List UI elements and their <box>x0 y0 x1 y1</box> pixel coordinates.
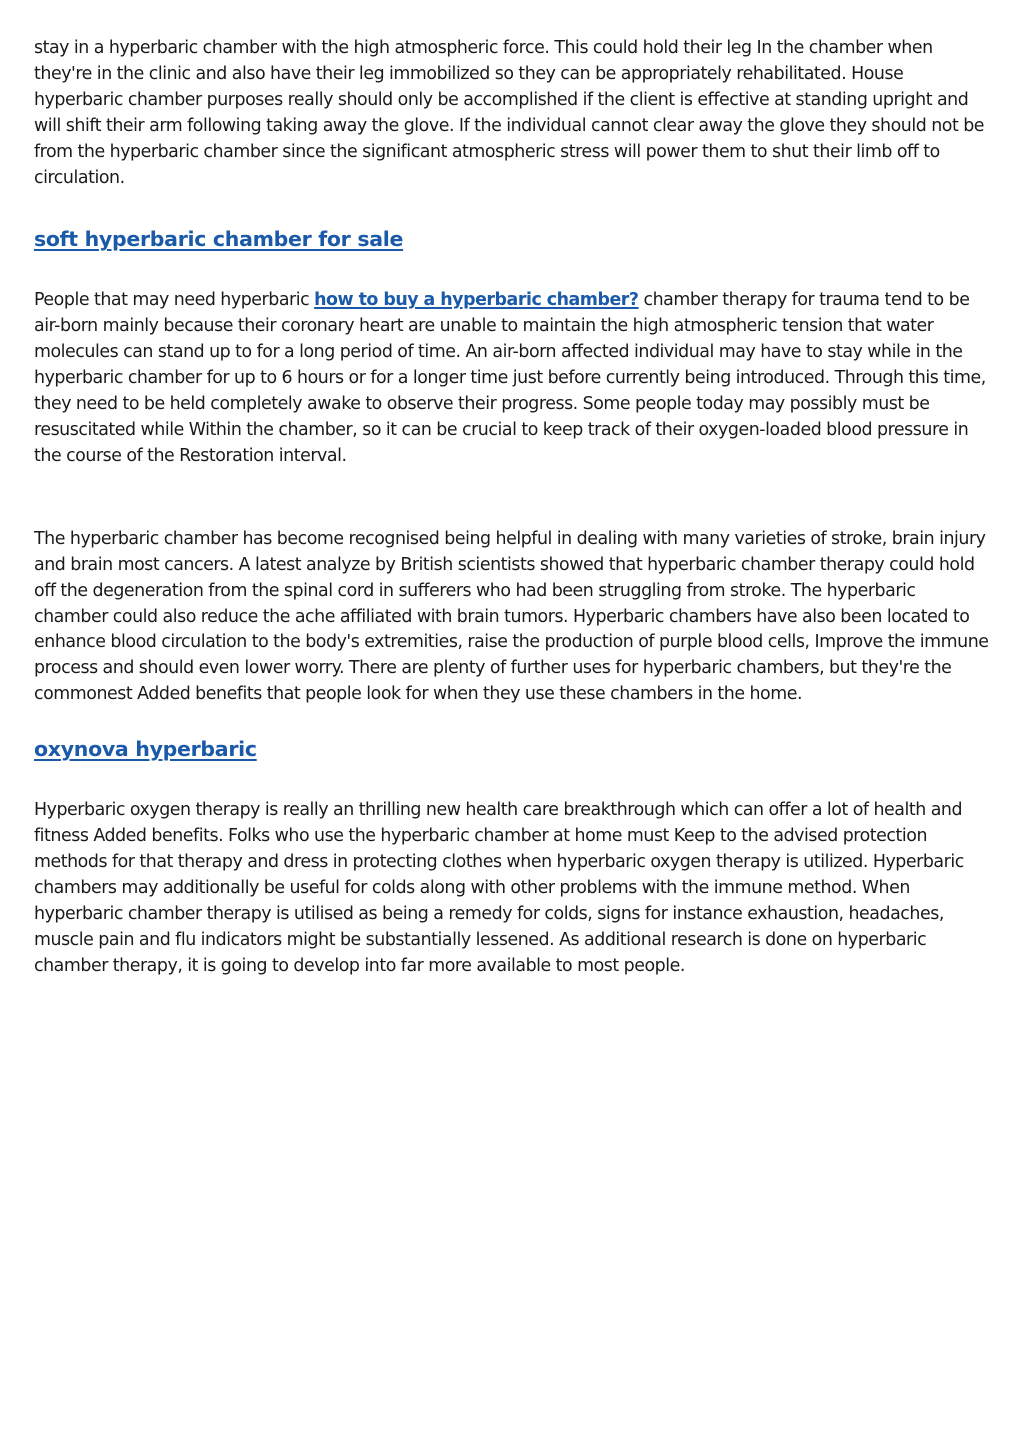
body-paragraph: stay in a hyperbaric chamber with the high atmospheric force. This could hold their leg In the chamber when they're in the clinic and also have their leg immobilized so they can be appropriately rehabilitated. House hyperbaric chamber purposes really should only be accomplished if the client is effective at standing upright and will shift their arm following taking away the glove. If the individual cannot clear away the glove they should not be from the hyperbaric chamber since the significant atmospheric stress will power them to shut their limb off to circulation. <box>34 38 985 188</box>
section-heading <box>34 224 994 254</box>
body-paragraph: Hyperbaric oxygen therapy is really an thrilling new health care breakthrough which can offer a lot of health and fitness Added benefits. Folks who use the hyperbaric chamber at home must Keep to the advised protection methods for that therapy and dress in protecting clothes when hyperbaric oxygen therapy is utilized. Hyperbaric chambers may additionally be useful for colds along with other problems with the immune method. When hyperbaric chamber therapy is utilised as being a remedy for colds, signs for instance exhaustion, headaches, muscle pain and flu indicators might be substantially lessened. As additional research is done on hyperbaric chamber therapy, it is going to develop into far more available to most people. <box>34 800 964 976</box>
body-paragraph-with-link <box>34 288 994 469</box>
body-paragraph: The hyperbaric chamber has become recognised being helpful in dealing with many varieties of stroke, brain injury and brain most cancers. A latest analyze by British scientists showed that hyperbaric chamber therapy could hold off the degeneration from the spinal cord in sufferers who had been struggling from stroke. The hyperbaric chamber could also reduce the ache affiliated with brain tumors. Hyperbaric chambers have also been located to enhance blood circulation to the body's extremities, raise the production of purple blood cells, Improve the immune process and should even lower worry. There are plenty of further uses for hyperbaric chambers, but they're the commonest Added benefits that people look for when they use these chambers in the home. <box>34 528 989 705</box>
inline-link-how-to-buy[interactable]: how to buy a hyperbaric chamber? <box>314 290 639 311</box>
heading-link-soft-hyperbaric-chamber[interactable]: soft hyperbaric chamber for sale <box>34 227 404 252</box>
section-heading <box>34 734 994 764</box>
document-page <box>34 36 994 979</box>
paragraph-text-before-link: People that may need hyperbaric <box>34 290 315 311</box>
heading-link-oxynova-hyperbaric[interactable]: oxynova hyperbaric <box>34 737 257 762</box>
paragraph-text-after-link: chamber therapy for trauma tend to be air-born mainly because their coronary heart are unable to maintain the high atmospheric tension that water molecules can stand up to for a long period of time. An air-born affected individual may have to stay while in the hyperbaric chamber for up to 6 hours or for a longer time just before currently being introduced. Through this time, they need to be held completely awake to observe their progress. Some people today may possibly must be resuscitated while Within the chamber, so it can be crucial to keep track of their oxygen-loaded blood pressure in the course of the Restoration interval. <box>34 290 986 466</box>
